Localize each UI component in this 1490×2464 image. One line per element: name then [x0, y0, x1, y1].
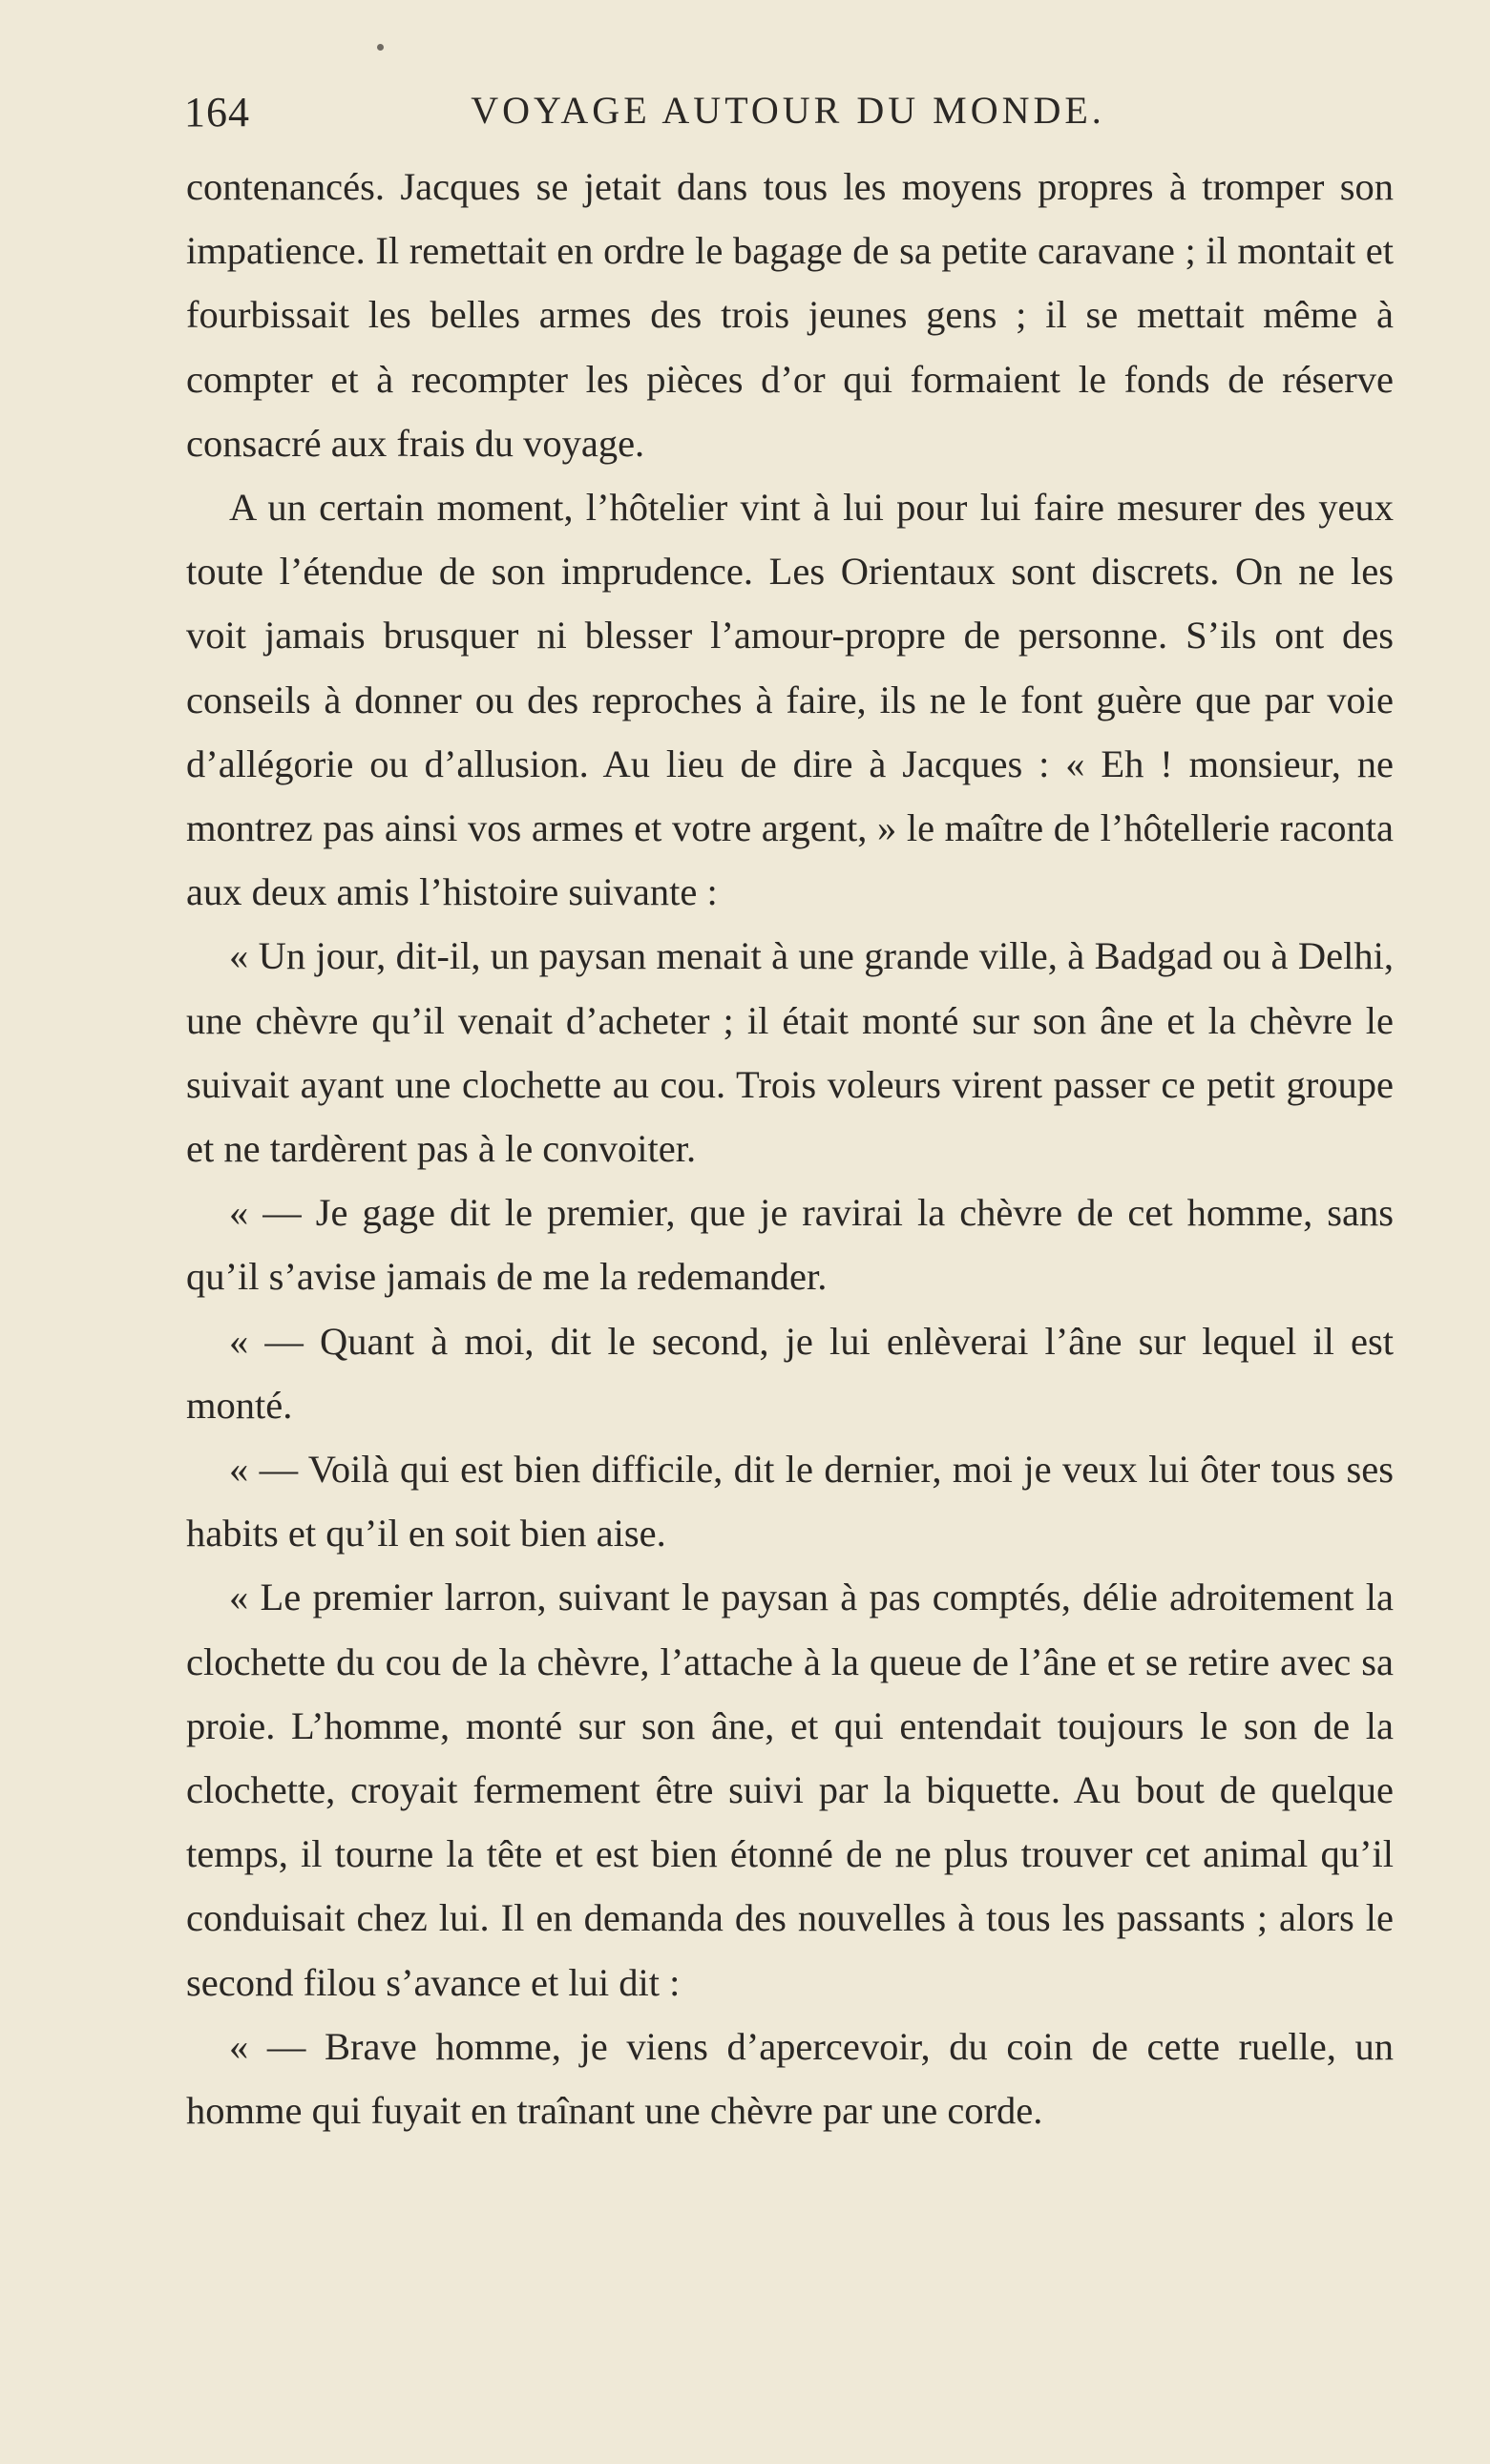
paragraph: « Un jour, dit-il, un paysan menait à une grande ville, à Badgad ou à Delhi, une chèvre qu’il venait d’acheter ; il était monté sur son âne et la chèvre le suivait ayant une clochette au cou. Trois voleurs virent passer ce petit groupe et ne tardèrent pas à le convoiter.: [186, 934, 1394, 1171]
paragraph: « — Quant à moi, dit le second, je lui enlèverai l’âne sur lequel il est monté.: [186, 1319, 1394, 1427]
page-header: [184, 88, 1392, 145]
paragraph: « — Voilà qui est bien difficile, dit le dernier, moi je veux lui ôter tous ses habits et qu’il en soit bien aise.: [186, 1448, 1394, 1556]
paragraph: « Le premier larron, suivant le paysan à pas comptés, délie adroitement la clochette du cou de la chèvre, l’attache à la queue de l’âne et se retire avec sa proie. L’homme, monté sur son âne, et qui entendait toujours le son de la clochette, croyait fermement être suivi par la biquette. Au bout de quelque temps, il tourne la tête et est bien étonné de ne plus trouver cet animal qu’il conduisait chez lui. Il en demanda des nouvelles à tous les passants ; alors le second filou s’avance et lui dit :: [186, 1576, 1394, 2004]
paragraph: « — Je gage dit le premier, que je ravirai la chèvre de cet homme, sans qu’il s’avise jamais de me la redemander.: [186, 1191, 1394, 1299]
running-title: VOYAGE AUTOUR DU MONDE.: [471, 89, 1105, 132]
paragraph: « — Brave homme, je viens d’apercevoir, du coin de cette ruelle, un homme qui fuyait en traînant une chèvre par une corde.: [186, 2024, 1394, 2133]
page-number: 164: [184, 89, 250, 136]
body-text: [186, 155, 1394, 2142]
ink-speck: [377, 44, 384, 51]
paragraph: contenancés. Jacques se jetait dans tous les moyens propres à tromper son impatience. Il remettait en ordre le bagage de sa petite caravane ; il montait et fourbissait les belles armes des trois jeunes gens ; il se mettait même à compter et à recompter les pièces d’or qui formaient le fonds de réserve consacré aux frais du voyage.: [186, 165, 1394, 465]
paragraph: A un certain moment, l’hôtelier vint à lui pour lui faire mesurer des yeux toute l’étendue de son imprudence. Les Orientaux sont discrets. On ne les voit jamais brusquer ni blesser l’amour-propre de personne. S’ils ont des conseils à donner ou des reproches à faire, ils ne le font guère que par voie d’allégorie ou d’allusion. Au lieu de dire à Jacques : « Eh ! monsieur, ne montrez pas ainsi vos armes et votre argent, » le maître de l’hôtellerie raconta aux deux amis l’histoire suivante :: [186, 486, 1394, 914]
